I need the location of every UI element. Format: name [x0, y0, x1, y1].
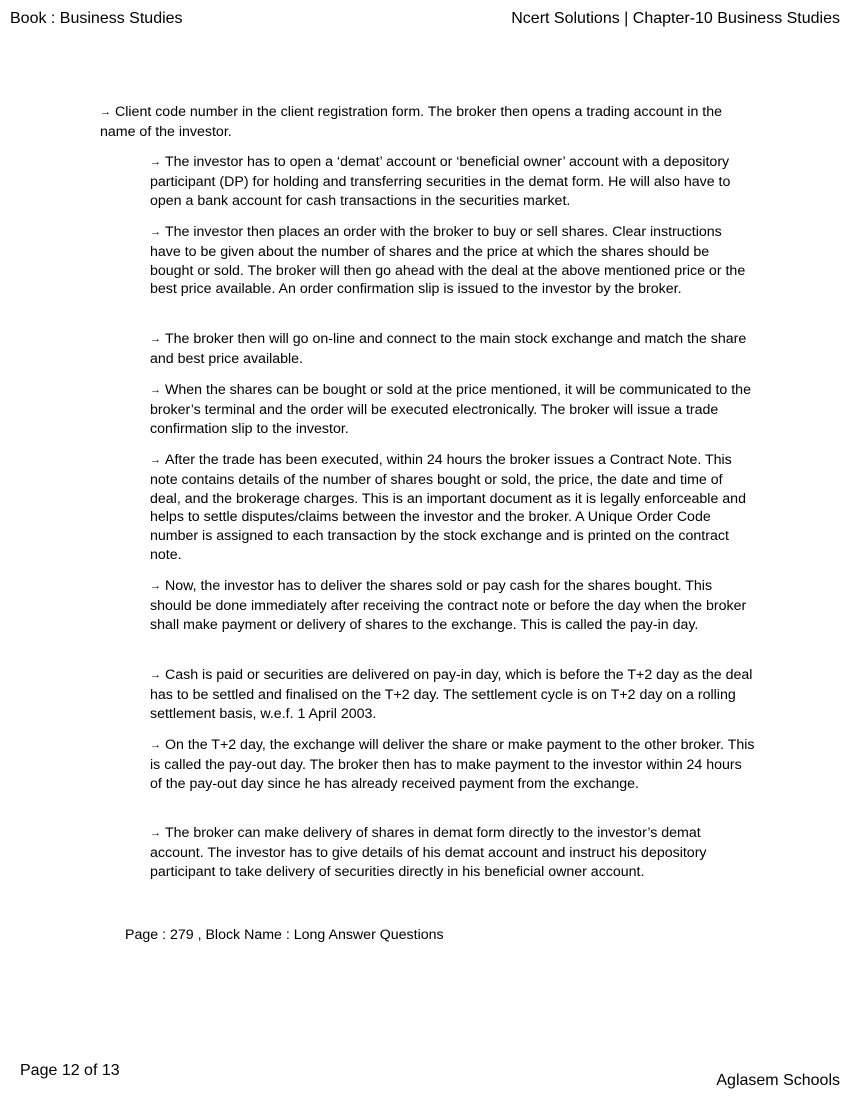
arrow-icon: → — [150, 739, 161, 751]
arrow-icon: → — [150, 156, 161, 168]
paragraph-pay-in — [150, 577, 755, 634]
paragraph-client-code — [100, 103, 755, 142]
paragraph-text: When the shares can be bought or sold at the price mentioned, it will be communicated to the broker’s terminal and the order will be executed electronically. The broker will issue a trade confirmation slip to the investor. — [150, 382, 751, 437]
paragraph-place-order — [150, 223, 755, 299]
arrow-icon: → — [150, 669, 161, 681]
arrow-icon: → — [150, 454, 161, 466]
arrow-icon: → — [150, 226, 161, 238]
header-book-title: Book : Business Studies — [10, 10, 183, 27]
page-number: Page 12 of 13 — [20, 1062, 120, 1079]
paragraph-text: Cash is paid or securities are delivered on pay-in day, which is before the T+2 day as the deal has to be settled and finalised on the T+2 day. The settlement cycle is on T+2 day on a rolling settlement basis, w.e.f. 1 April 2003. — [150, 667, 753, 722]
paragraph-trade-confirmation — [150, 381, 755, 438]
paragraph-text: The broker then will go on-line and connect to the main stock exchange and match the share and best price available. — [150, 331, 747, 367]
paragraph-text: After the trade has been executed, within 24 hours the broker issues a Contract Note. This note contains details of the number of shares bought or sold, the price, the date and time of deal, and the brokerage charges. This is an important document as it is legally enforceable and helps to settle disputes/claims between the investor and the broker. A Unique Order Code number is assigned to each transaction by the stock exchange and is printed on the contract note. — [150, 452, 746, 563]
arrow-icon: → — [100, 106, 111, 118]
arrow-icon: → — [150, 384, 161, 396]
paragraph-settlement-cycle — [150, 666, 755, 723]
footer-publisher: Aglasem Schools — [716, 1072, 840, 1089]
arrow-icon: → — [150, 580, 161, 592]
paragraph-text: Now, the investor has to deliver the shares sold or pay cash for the shares bought. This should be done immediately after receiving the contract note or before the day when the broker shall make payment or delivery of shares to the exchange. This is called the pay-in day. — [150, 578, 747, 633]
paragraph-pay-out — [150, 736, 755, 793]
paragraph-text: The investor has to open a ‘demat’ account or ‘beneficial owner’ account with a depository participant (DP) for holding and transferring securities in the demat form. He will also have to open a bank account for cash transactions in the securities market. — [150, 154, 731, 209]
paragraph-text: The broker can make delivery of shares in demat form directly to the investor’s demat account. The investor has to give details of his demat account and instruct his depository participant to take delivery of securities directly in his beneficial owner account. — [150, 825, 707, 880]
paragraph-online-match — [150, 330, 755, 369]
paragraph-demat-delivery — [150, 824, 755, 881]
arrow-icon: → — [150, 333, 161, 345]
arrow-icon: → — [150, 827, 161, 839]
page-block-info: Page : 279 , Block Name : Long Answer Questions — [125, 927, 444, 943]
paragraph-text: On the T+2 day, the exchange will deliver the share or make payment to the other broker. This is called the pay-out day. The broker then has to make payment to the investor within 24 hours of the pay-out day since he has already received payment from the exchange. — [150, 737, 755, 792]
paragraph-contract-note — [150, 451, 755, 565]
paragraph-demat-account — [150, 153, 755, 210]
header-chapter-title: Ncert Solutions | Chapter-10 Business Studies — [511, 10, 840, 27]
paragraph-text: Client code number in the client registration form. The broker then opens a trading account in the name of the investor. — [100, 104, 722, 140]
paragraph-text: The investor then places an order with the broker to buy or sell shares. Clear instructions have to be given about the number of shares and the price at which the shares should be bought or sold. The broker will then go ahead with the deal at the above mentioned price or the best price available. An order confirmation slip is issued to the investor by the broker. — [150, 224, 746, 298]
